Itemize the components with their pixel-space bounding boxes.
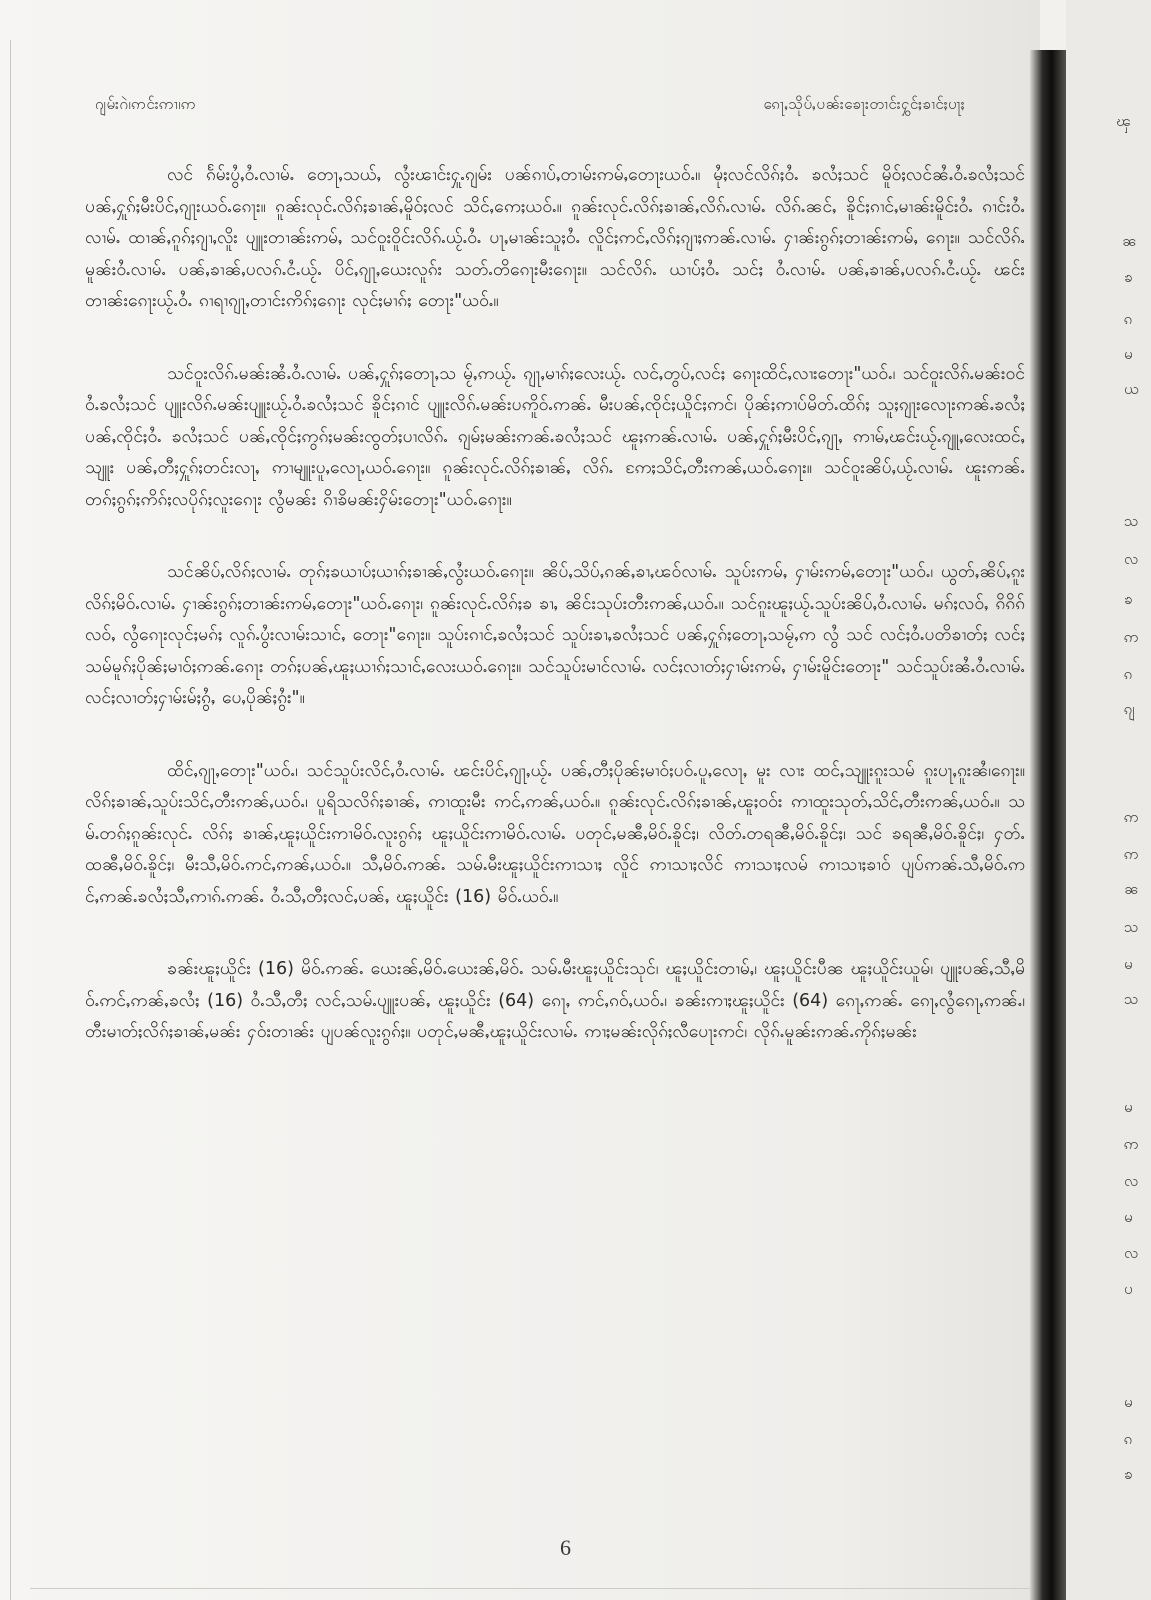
adjacent-fragment: ၵ xyxy=(1124,665,1133,683)
adjacent-fragment: မ xyxy=(1124,1393,1133,1411)
adjacent-fragment: ၾ xyxy=(1116,112,1131,130)
adjacent-fragment: မ xyxy=(1124,955,1133,973)
book-gutter-shadow xyxy=(1030,50,1066,1600)
adjacent-fragment: ဢ xyxy=(1124,628,1139,646)
adjacent-fragment: မ xyxy=(1124,1098,1133,1116)
paragraph-5: ၶၼ်းၽူႈယိူင်း (16) မိဝ်ႉဢၼ်ႉ ယေးၼ်ႇမိဝ်ႉယေးၼ်ႇမိဝ်ႉ သမ်ႉမီးၽူႈယိူင်းသုင်၊ ၽူႈယိူင်းတၢမ်ႇ၊ ၽူႈယိူင်းပီၼ ၽူႈယိူင်းယူမ်၊ ပျူးပၼ်ႇသီႇမိဝ်ႉဢင်ႇဢၼ်ႇၶလႆႈ (16) ဝႆႉသီႇတီႈ လင်ႇသမ်ႉပျူးပၼ်ႇ ၽူႈယိူင်း (64) ၵေႃႇ ဢင်ႇၵဝ်ႇယဝ်ႉ၊ ၶၼ်းဢၢႈၽူႈယိူင်း (64) ၵေႃႇဢၼ်ႉ ၵေႃႇလွႆၵေႃႇဢၼ်ႉ၊ တီးမၢတ်ႈလိၵ်ႈၶၢၼ်ႇမၼ်း ႁဝ်းတၢၼ်း ပျပၼ်လူးၵွၵ်ႈ။ ပတုင်ႇမၼီႇၽူႈယိူင်းလၢမ်ႉ ဢၢႈမၼ်းလိုၵ်ႈလီပေႃးဢင်၊ လိုၵ်ႉမူၼ်းဢၼ်ႉဢိုၵ်ႈမၼ်း xyxy=(85,959,1025,1042)
bottom-scan-line xyxy=(30,1588,1030,1589)
adjacent-fragment: လ xyxy=(1124,1172,1139,1190)
page-body xyxy=(85,160,1025,1090)
running-header-left: ဂျမ်းဂဲ၊ဢင်းဢၢ၊ဢ xyxy=(95,95,197,113)
adjacent-fragment: သ xyxy=(1124,990,1139,1008)
adjacent-fragment: မ xyxy=(1124,345,1133,363)
paragraph-3: သင်ၼိပ်ႇလိၵ်ႈလၢမ်ႉ တုၵ်ႈၶယၢပ်ႈယၢၵ်ႈၶၢၼ်ႇလွႆးယဝ်ႉၵေႃး။ ၼိပ်ႇသိပ်ႇၵၼ်ႇၶၢႇၽဝ်လၢမ်ႉ သူပ်းဢမ်ႇ ႁၢမ်းဢမ်ႇတေႃး"ယဝ်ႉ၊ ယွတ်ႇၼိပ်ႇၵူးလိၵ်ႈမိဝ်ႉလၢမ်ႉ ႁၢၼ်းၵွၵ်ႈတၢၼ်းဢမ်ႇတေႃး"ယဝ်ႉၵေႃး၊ ၵူၼ်းလုင်ႉလိၵ်ႈၶ ၶၢႇ ၼိင်းသုပ်းတီးဢၼ်ႇယဝ်ႉ။ သင်ၵူးၽူႈယႂ်ႉသူပ်းၼိပ်ႇဝႆႉလၢမ်ႉ မၵ်ႈလဝ်ႇ ၵိၵိၵ်လဝ်ႇ လွႆၵေႃးလုင်ႈမၵ်ႈ လူၵ်ႉပွႆးလၢမ်းသၢင်ႇ တေႃး"ၵေႃး။ သူပ်းၵၢင်ႇၶလႆႈသင် သူပ်းၶၢႇၶလႆႈသင် ပၼ်ႇႁူၵ်ႈတေႃႇသမႂ်ႇဢ လွႆ သင် လင်ႈဝႆႉပတိၶၢတ်ႈ လင်ႈသမ်မူၵ်ႈပိုၼ်ႈမၢဝ်ႈဢၼ်ႉၵေႃး တၵ်ႈပၼ်ႇၽူႈယၢၵ်ႈသၢင်ႇလေးယဝ်ႉၵေႃး။ သင်သူပ်းမၢင်လၢမ်ႉ လင်ႈလၢတ်ႈႁၢမ်းဢမ်ႇ ႁၢမ်းမိူင်းတေႃး" သင်သူပ်းၼႆႉဝႆႉလၢမ်ႉ လင်ႈလၢတ်ႈႁၢမ်းမ်ႈၵွႆႇ ပေႇပိုၼ်ႈၵွႆး"။ xyxy=(85,562,1025,708)
adjacent-fragment: ၶ xyxy=(1124,268,1133,286)
page-number: 6 xyxy=(560,1535,571,1560)
adjacent-fragment: ယ xyxy=(1124,380,1139,398)
adjacent-page-strip xyxy=(1066,0,1151,1600)
adjacent-fragment: သ xyxy=(1124,512,1139,530)
adjacent-fragment: ၵ xyxy=(1124,310,1133,328)
adjacent-fragment: ၵ xyxy=(1124,1430,1133,1448)
adjacent-fragment: မ xyxy=(1124,1208,1133,1226)
running-header-right: ၵေႃႇသိုပ်ႇပၼ်းၶေႃးတၢင်းႁွင်ႈၶၢင်ႈပႃႈ xyxy=(763,95,965,113)
paragraph-1: လင် ၵႅမ်းပွႆႇဝႆႉလၢမ်ႉ တေႃႇသယ်ႇ လွႆးၽၢင်းႁူႉၵျမ်း ပၼ်ၵၢပ်ႇတၢမ်းဢမ်ႇတေႃးယဝ်ႉ။ မႆုႈလင်လိၵ်ႈဝႆႉ ၶလႆႈသင် မိူဝ်ႈလင်ၼႆႉဝႆႉၶလႆႈသင် ပၼ်ႇႁူၵ်ႈမီးပိင်ႇၵျႃးယဝ်ႉၵေႃး။ ၵူၼ်းလုင်ႉလိၵ်ႈၶၢၼ်ႇမိူဝ်ႈလင် သိင်ႇဢေႈယဝ်ႉ။ ၵူၼ်းလုင်ႉလိၵ်ႈၶၢၼ်ႇလိၵ်ႉလၢမ်ႉ လိၵ်ႉၼင်ႇ ၶိူင်ႈၵၢင်ႇမၢၼ်းမိူင်းဝႆႉ ၵၢင်းဝႆႉလၢမ်ႉ ထၢၼ်ႇၵူၵ်ႈၵျၢႇလိူး ပျူးတၢၼ်းဢမ်ႇ သင်ဝူးဝိူင်းလိၵ်ႉယႂ်ႉဝႆႉ ပႃႇမၢၼ်းသူႈဝႆႉ လိူင်ႈဢင်ႇလိၵ်ႈၵျၢႈဢၼ်ႉလၢမ်ႉ ႁၢၼ်းၵွၵ်ႈတၢၼ်းဢမ်ႇ ၵေႃး။ သင်လိၵ်ႉမူၼ်းဝႆႉလၢမ်ႉ ပၼ်ႇၶၢၼ်ႇပလၵ်ႉငႆႉယႂ်ႉ ပိင်ႇၵျႃႇယေးလူၵ်း သတ်ႉတိၵေႃးမီးၵေႃး။ သင်လိၵ်ႉ ယၢပ်ႈဝႆႉ သင်ႈ ဝႆႉလၢမ်ႉ ပၼ်ႇၶၢၼ်ႇပလၵ်ႉငႆႉယႂ်ႉ ၽင်းတၢၼ်းၵေႃးယႂ်ႉဝႆႉ ၵၢရၢၵျႃႇတၢင်းဢိၵ်ႈၵေႃး လုင်ႈမၢၵ်ႈ တေႃး"ယဝ်ႉ။ xyxy=(85,165,1025,311)
paragraph-2: သင်ဝူးလိၵ်ႉမၼ်းၼႆႉဝႆႉလၢမ်ႉ ပၼ်ႇႁူၵ်ႈတေႃႇသ မႂ်ႇဢယႂ်ႉ ၵျႃႇမၢၵ်ႈလေးယႂ်ႉ လင်ႇတွပ်ႇလင်ႈ ၵေႃးထိင်ႇလၢးတေႃး"ယဝ်ႉ၊ သင်ဝူးလိၵ်ႉမၼ်းဝင်ဝႆႉၶလႆႈသင် ပျူးလိၵ်ႉမၼ်းပျူးယႂ်ႉဝႆႉၶလႆႈသင် ၶိူင်ႈၵၢင် ပျူးလိၵ်ႉမၼ်းပဢိူဝ်ႉဢၼ်ႉ မီးပၼ်ႇၸိုင်ႈယိူင်ႈဢင်၊ ပိုၼ်ႈဢၢပ်မိတ်ႉထိၵ်ႈ သူႈၵျႃးလေႃးဢၼ်ႉၶလႆႈပၼ်ႇၸိုင်ႈဝႆႉ ၶလႆႈသင် ပၼ်ႇၸိုင်ႈဢွၵ်ႈမၼ်းၸွတ်ႈပၢလိၵ်ႉ ၵျမ်ႈမၼ်းဢၼ်ႉၶလႆႈသင် ၽူႈဢၼ်ႉလၢမ်ႉ ပၼ်ႇႁူၵ်ႈမီးပိင်ႇၵျႃႇ ဢၢမ်ႇၽင်းယႂ်ႉၵျူႇလေးထင်ႇသျူး ပၼ်ႇတီႈႁူၵ်ႈတင်းလႃႇ ဢၢမျူးပူႇလေႃႇယဝ်ႉၵေႃး။ ၵူၼ်းလုင်ႉလိၵ်ႈၶၢၼ်ႇ လိၵ်ႉ ဢႄႈသိင်ႇတီးဢၼ်ႇယဝ်ႉၵေႃး။ သင်ဝူးၼိပ်ႇယႂ်ႉလၢမ်ႉ ၽူးဢၼ်ႉတၵ်ႈၵွၵ်ႈဢိၵ်ႈလပိုၵ်ႈလူးၵေႃး လွႆမၼ်း ၵိၢၶိမၼ်းႁိမ်းတေႃး"ယဝ်ႉၵေႃး။ xyxy=(85,363,1025,510)
adjacent-fragment: သ xyxy=(1124,918,1139,936)
adjacent-fragment: ၼ xyxy=(1122,232,1137,250)
page-edge-line xyxy=(10,40,11,1600)
adjacent-fragment: ၵျ xyxy=(1124,700,1135,718)
paragraph-4: ထိင်ႇၵျႃႇတေႃး"ယဝ်ႉ၊ သင်သူပ်းလိင်ႇဝႆႉလၢမ်ႉ ၽင်းပိင်ႇၵျႃႇယႂ်ႉ ပၼ်ႇတီႈပိုၼ်ႈမၢဝ်ႈပဝ်ႉပူႇလေႃႇ မူး လၢး ထင်ႇသျူးၵူးသမ် ၵူးပႃႇၵူးၼႆ၊ၵေႃး။ လိၵ်ႈၶၢၼ်ႇသူပ်းသိင်ႇတီးဢၼ်ႇယဝ်ႉ၊ ပူရိသလိၵ်ႈၶၢၼ်ႇ ဢၢထူးမီး ဢင်ႇဢၼ်ႇယဝ်ႉ။ ၵူၼ်းလုင်ႉလိၵ်ႈၶၢၼ်ႇၽူႈဝဝ်း ဢၢထူးသုတ်ႇသိင်ႇတီးဢၼ်ႇယဝ်ႉ။ သမ်ႉတၵ်ႈၵူၼ်းလုင်ႉ လိၵ်ႈ ၶၢၼ်ႇၽူႈယိူင်းဢၢမိဝ်ႉလူးၵွၵ်ႈ ၽူႈယိူင်းဢၢမိဝ်ႉလၢမ်ႉ ပတုင်ႇမၼီႇမိဝ်ႉၶိူင်ႈ၊ လိတ်ႉတရၼီႇမိဝ်ႉၶိူင်ႈ၊ သင် ၶရၼီႇမိဝ်ႉၶိူင်ႈ၊ ႁတ်ႉထၼီႇမိဝ်ႉၶိူင်ႈ၊ မီးသီႇမိဝ်ႉဢင်ႇဢၼ်ႇယဝ်ႉ။ သီႇမိဝ်ႉဢၼ်ႉ သမ်ႉမီးၽူႈယိူင်းဢၢသၢႈ လိူင် ဢၢသၢႈလိင် ဢၢသၢႈလမ် ဢၢသၢႈၶၢဝ် ပျပ်ဢၼ်ႉသီႇမိဝ်ႉဢင်ႇဢၼ်ႉၶလႆႈသီႇဢၢၵ်ႉဢၼ်ႉ ဝႆႉသီႇတီႈလင်ႇပၼ်ႇ ၽူႈယိူင်း (16) မိဝ်ႉယဝ်ႉ။ xyxy=(85,760,1025,907)
adjacent-fragment: ဢ xyxy=(1124,808,1139,826)
adjacent-fragment: ဢ xyxy=(1124,845,1139,863)
adjacent-fragment: ဢ xyxy=(1124,1135,1139,1153)
adjacent-fragment: ၼ xyxy=(1124,880,1139,898)
adjacent-fragment: လ xyxy=(1124,1244,1139,1262)
adjacent-fragment: ပ xyxy=(1124,1280,1133,1298)
adjacent-fragment: လ xyxy=(1124,550,1139,568)
adjacent-fragment: ၶ xyxy=(1124,1465,1133,1483)
adjacent-fragment: ၶ xyxy=(1124,590,1133,608)
